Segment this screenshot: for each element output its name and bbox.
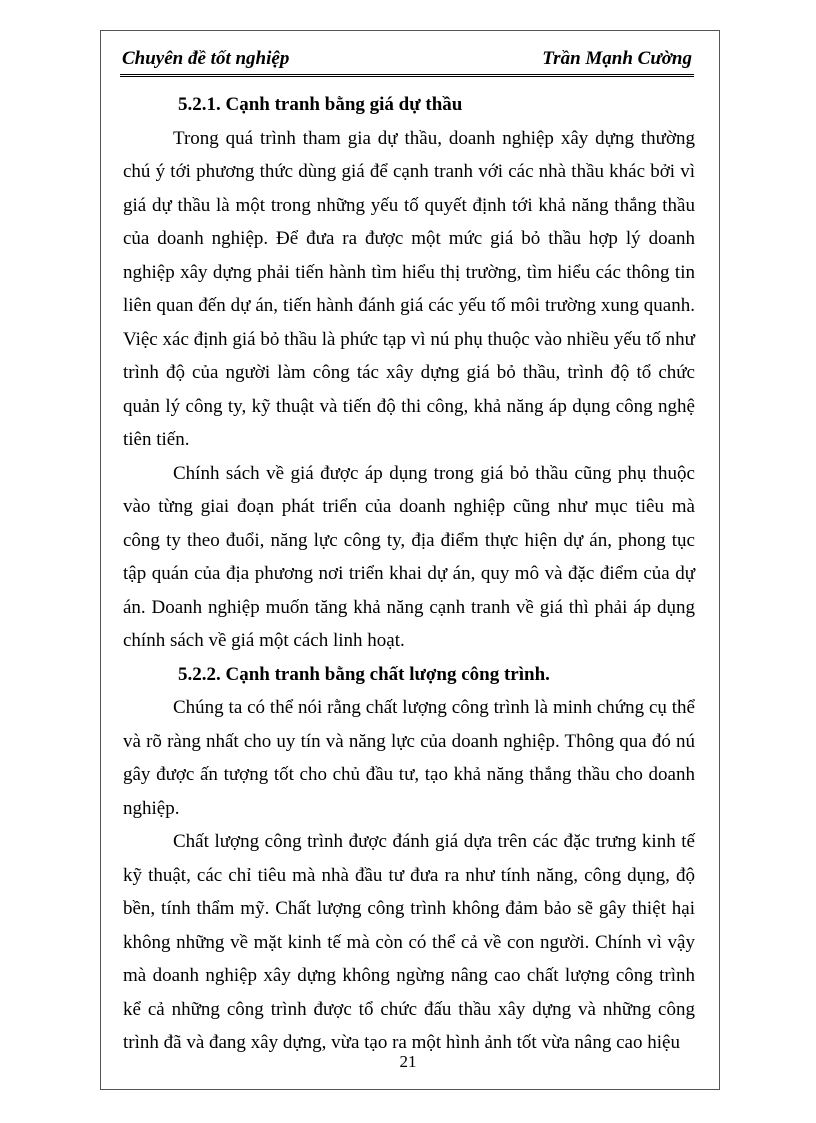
section-heading-5-2-2: 5.2.2. Cạnh tranh bằng chất lượng công trình.	[178, 663, 550, 685]
header-left-title: Chuyên đề tốt nghiệp	[122, 48, 290, 69]
paragraph: Chất lượng công trình được đánh giá dựa trên các đặc trưng kinh tế kỹ thuật, các chỉ tiêu mà nhà đầu tư đưa ra như tính năng, công dụng, độ bền, tính thẩm mỹ. Chất lượng công trình không đảm bảo sẽ gây thiệt hại không những về mặt kinh tế mà còn có thể cả về con người. Chính vì vậy mà doanh nghiệp xây dựng không ngừng nâng cao chất lượng công trình kể cả những công trình được tổ chức đấu thầu xây dựng và những công trình đã và đang xây dựng, vừa tạo ra một hình ảnh tốt vừa nâng cao hiệu	[123, 831, 695, 1053]
section-heading-5-2-1: 5.2.1. Cạnh tranh bằng giá dự thầu	[178, 94, 463, 115]
paragraph: Trong quá trình tham gia dự thầu, doanh nghiệp xây dựng thường chú ý tới phương thức dùng giá để cạnh tranh với các nhà thầu khác bởi vì giá dự thầu là một trong những yếu tố quyết định tới khả năng thắng thầu của doanh nghiệp. Để đưa ra được một mức giá bỏ thầu hợp lý doanh nghiệp xây dựng phải tiến hành tìm hiểu thị trường, tìm hiểu các thông tin liên quan đến dự án, tiến hành đánh giá các yếu tố môi trường xung quanh. Việc xác định giá bỏ thầu là phức tạp vì nú phụ thuộc vào nhiều yếu tố như trình độ của người làm công tác xây dựng giá bỏ thầu, trình độ tổ chức quản lý công ty, kỹ thuật và tiến độ thi công, khả năng áp dụng công nghệ tiên tiến.	[123, 127, 695, 450]
header-author: Trần Mạnh Cường	[542, 48, 692, 69]
body-text	[123, 88, 695, 1060]
paragraph: Chính sách về giá được áp dụng trong giá bỏ thầu cũng phụ thuộc vào từng giai đoạn phát triển của doanh nghiệp cũng như mục tiêu mà công ty theo đuổi, năng lực công ty, địa điểm thực hiện dự án, phong tục tập quán của địa phương nơi triển khai dự án, quy mô và đặc điểm của dự án. Doanh nghiệp muốn tăng khả năng cạnh tranh về giá thì phải áp dụng chính sách về giá một cách linh hoạt.	[123, 462, 695, 651]
paragraph: Chúng ta có thể nói rằng chất lượng công trình là minh chứng cụ thể và rõ ràng nhất cho uy tín và năng lực của doanh nghiệp. Thông qua đó nú gây được ấn tượng tốt cho chủ đầu tư, tạo khả năng thắng thầu cho doanh nghiệp.	[123, 697, 695, 819]
running-header	[120, 46, 694, 77]
page-number: 21	[399, 1052, 417, 1071]
